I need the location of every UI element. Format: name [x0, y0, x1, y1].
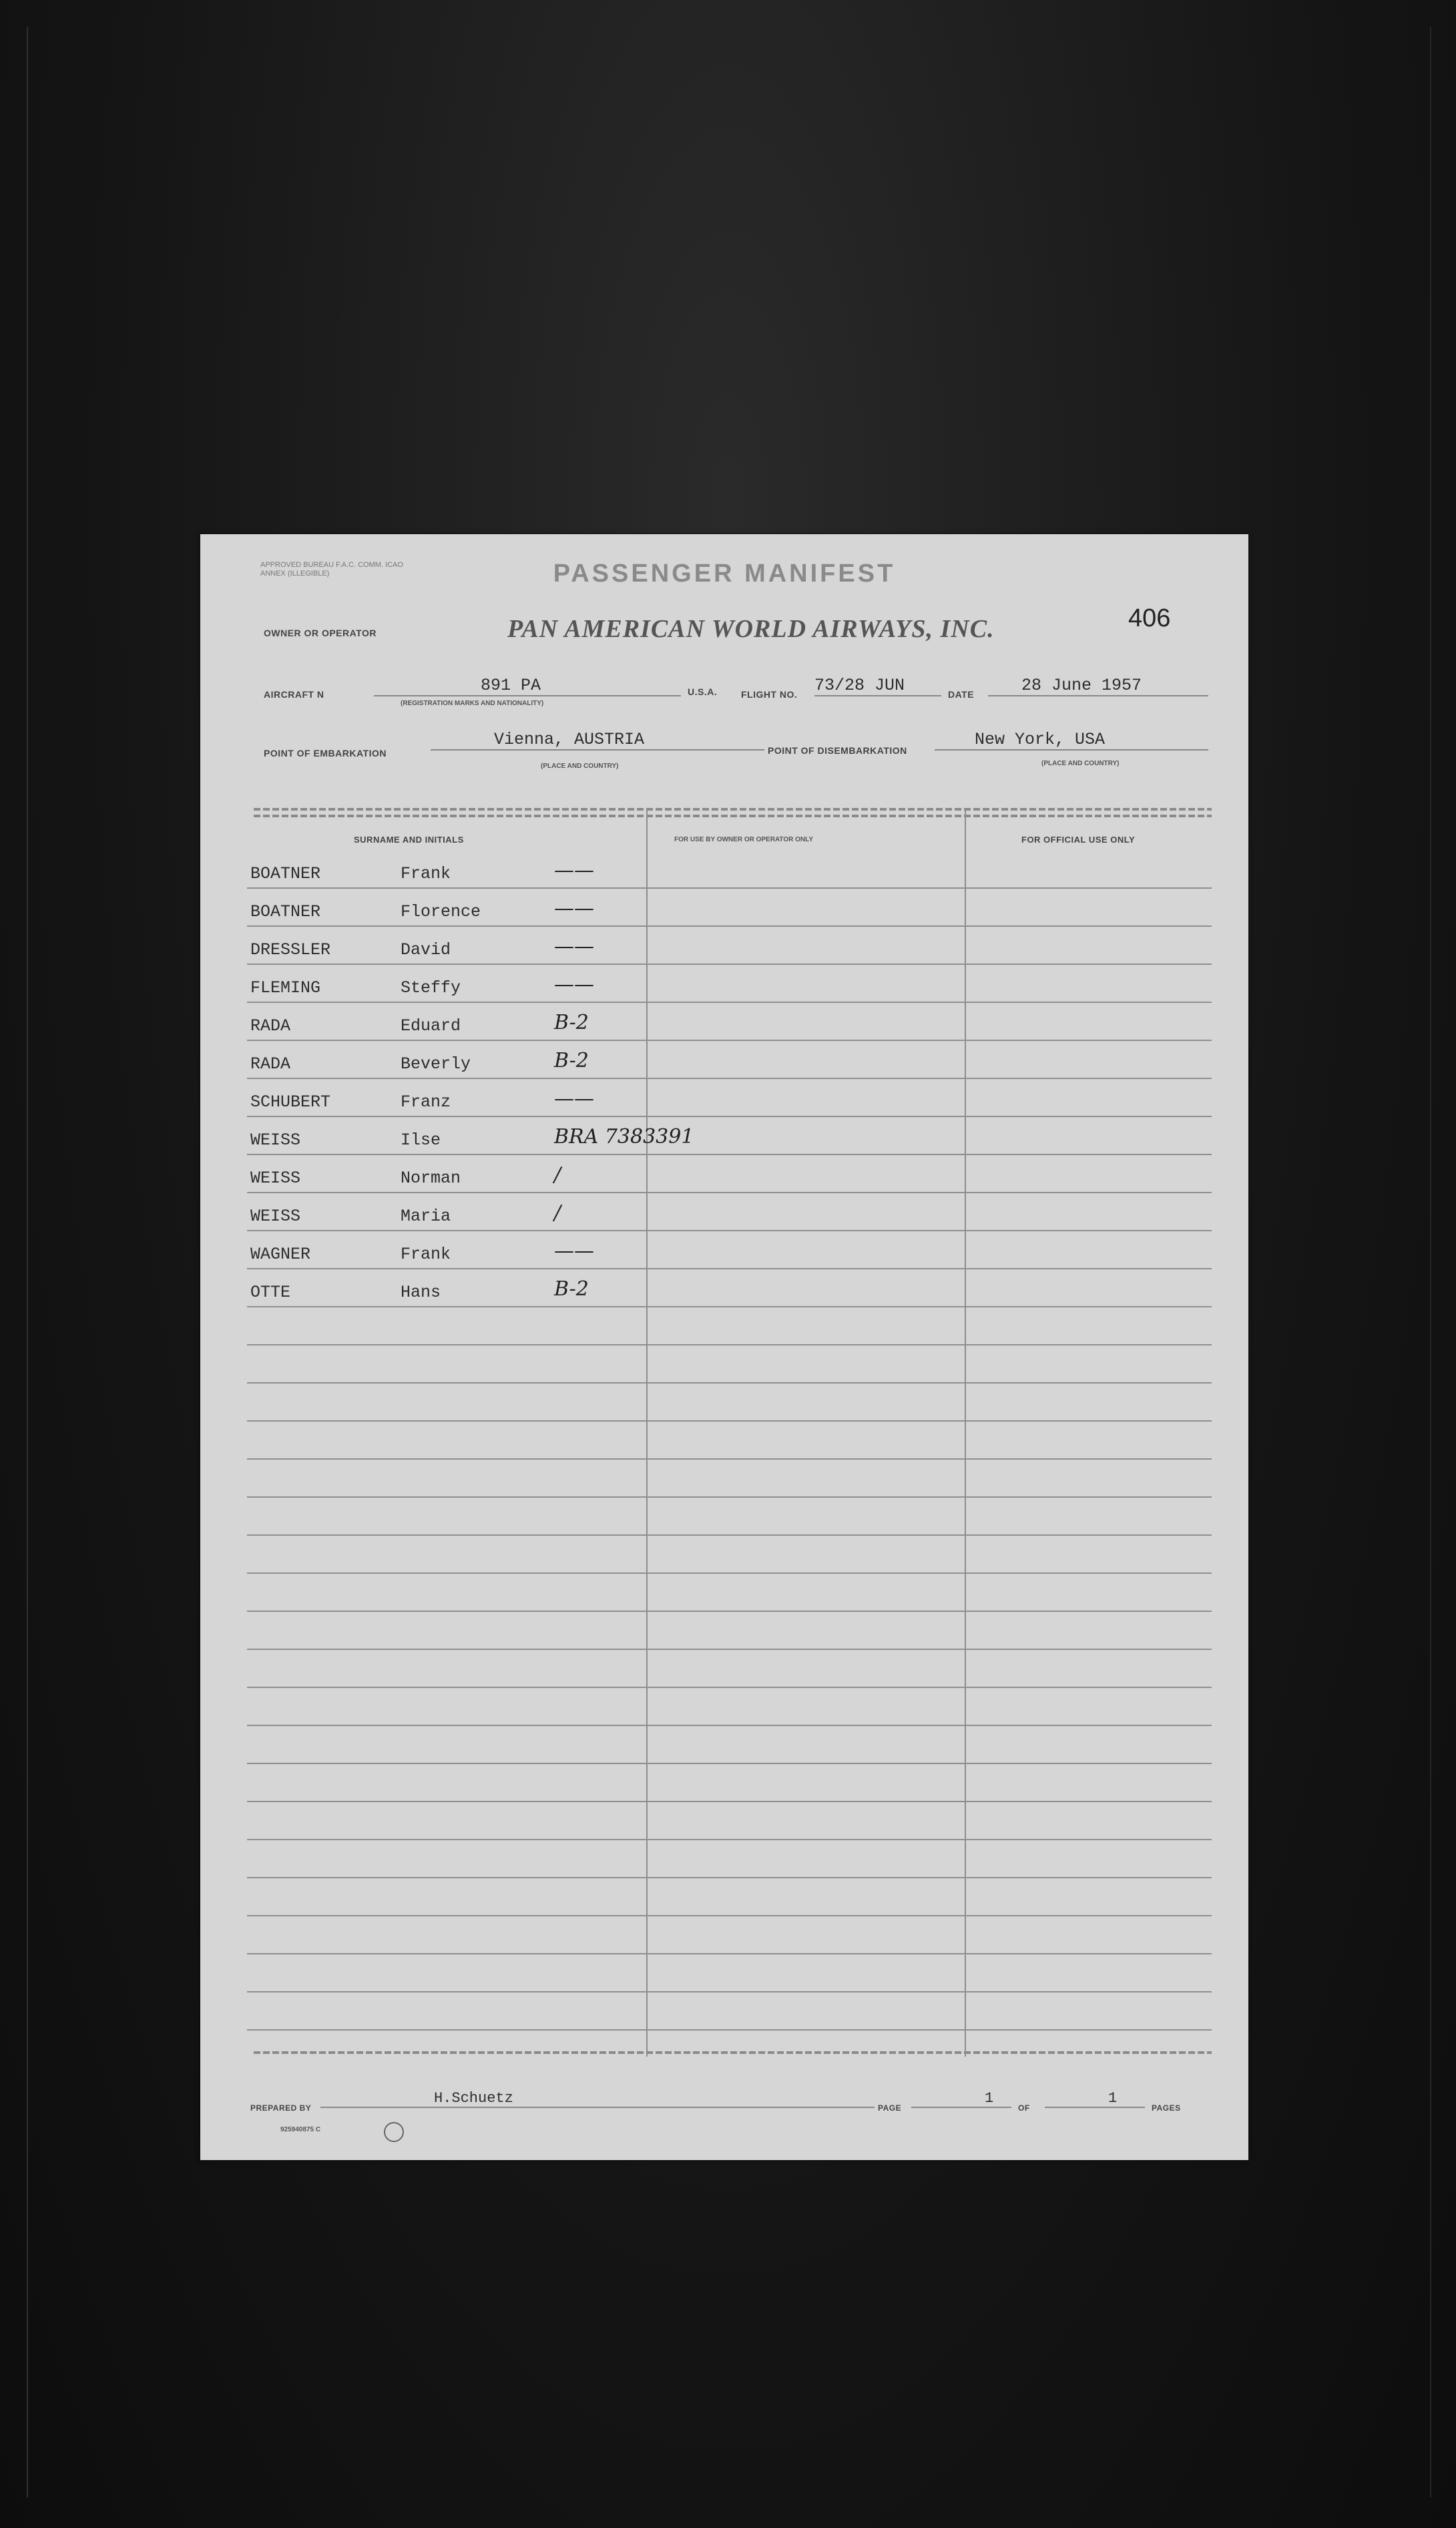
table-row [247, 1040, 1212, 1079]
passenger-given-name: Beverly [401, 1054, 471, 1074]
table-row [247, 1230, 1212, 1269]
airline-name: PAN AMERICAN WORLD AIRWAYS, INC. [507, 615, 995, 643]
embarkation-label: POINT OF EMBARKATION [264, 748, 387, 759]
passenger-surname: WEISS [250, 1169, 301, 1188]
passenger-surname: WEISS [250, 1207, 301, 1226]
handwritten-annotation: BRA 7383391 [554, 1125, 694, 1148]
handwritten-annotation: / [554, 1201, 561, 1225]
passenger-given-name: Ilse [401, 1130, 441, 1150]
table-row [247, 1344, 1212, 1384]
table-row [247, 1268, 1212, 1307]
table-top-rule-2 [254, 815, 1212, 817]
disembarkation-sublabel: (PLACE AND COUNTRY) [1041, 760, 1120, 767]
of-value: 1 [1045, 2090, 1145, 2108]
flight-number-field: 73/28 JUN [814, 676, 941, 696]
aircraft-label: AIRCRAFT N [264, 689, 324, 700]
col-header-official-use: FOR OFFICIAL USE ONLY [1021, 835, 1136, 845]
table-row [247, 1458, 1212, 1498]
stamped-page-number: 406 [1128, 604, 1171, 632]
table-row [247, 1801, 1212, 1840]
table-row [247, 1763, 1212, 1802]
passenger-surname: DRESSLER [250, 940, 331, 960]
page-value: 1 [911, 2090, 1011, 2108]
handwritten-annotation: B-2 [554, 1011, 589, 1034]
passenger-surname: RADA [250, 1054, 291, 1074]
table-row [247, 1078, 1212, 1117]
date-field: 28 June 1957 [988, 676, 1208, 696]
passenger-surname: WAGNER [250, 1245, 311, 1264]
handwritten-annotation: / [554, 1163, 561, 1187]
passenger-given-name: Eduard [401, 1016, 461, 1036]
date-label: DATE [948, 689, 975, 700]
table-bottom-rule [254, 2051, 1212, 2054]
table-row [247, 964, 1212, 1003]
passenger-surname: RADA [250, 1016, 291, 1036]
table-row [247, 925, 1212, 965]
flight-label: FLIGHT NO. [741, 689, 798, 700]
table-row [247, 1877, 1212, 1916]
aircraft-field: 891 PA [374, 676, 681, 696]
of-label: OF [1018, 2103, 1030, 2113]
handwritten-annotation: B-2 [554, 1277, 589, 1301]
handwritten-annotation: —— [554, 859, 594, 882]
pages-label: PAGES [1152, 2103, 1181, 2113]
handwritten-annotation: —— [554, 935, 594, 958]
table-row [247, 1991, 1212, 2031]
table-row [247, 1687, 1212, 1726]
handwritten-annotation: B-2 [554, 1049, 589, 1072]
table-row [247, 1192, 1212, 1231]
passenger-surname: BOATNER [250, 864, 321, 883]
table-row [247, 1382, 1212, 1422]
table-row [247, 1572, 1212, 1612]
handwritten-annotation: —— [554, 973, 594, 996]
owner-label: OWNER OR OPERATOR [264, 628, 377, 638]
handwritten-annotation: —— [554, 1087, 594, 1110]
manifest-footer [247, 2083, 1208, 2123]
page-label: PAGE [878, 2103, 902, 2113]
passenger-given-name: Norman [401, 1169, 461, 1188]
passenger-given-name: Maria [401, 1207, 451, 1226]
approval-note: APPROVED BUREAU F.A.C. COMM. ICAO ANNEX (ILLEGIBLE) [260, 561, 403, 578]
col-header-name: SURNAME AND INITIALS [354, 835, 464, 845]
table-row [247, 1839, 1212, 1878]
table-row [247, 1154, 1212, 1193]
disembarkation-field: New York, USA [935, 730, 1208, 751]
passenger-given-name: Steffy [401, 978, 461, 998]
form-code: 925940875 C [280, 2126, 321, 2133]
passenger-surname: BOATNER [250, 902, 321, 921]
table-row [247, 1496, 1212, 1536]
passenger-table [247, 808, 1212, 2057]
table-row [247, 1611, 1212, 1650]
aircraft-sublabel: (REGISTRATION MARKS AND NATIONALITY) [401, 700, 544, 707]
table-row [247, 1649, 1212, 1688]
table-row [247, 887, 1212, 927]
passenger-surname: SCHUBERT [250, 1092, 331, 1112]
handwritten-annotation: —— [554, 897, 594, 920]
col-header-owner-use: FOR USE BY OWNER OR OPERATOR ONLY [674, 836, 813, 843]
passenger-given-name: Florence [401, 902, 481, 921]
passenger-surname: WEISS [250, 1130, 301, 1150]
passenger-given-name: David [401, 940, 451, 960]
union-seal-icon [384, 2122, 404, 2142]
passenger-given-name: Franz [401, 1092, 451, 1112]
embarkation-sublabel: (PLACE AND COUNTRY) [541, 763, 619, 770]
prepared-by-field: H.Schuetz [320, 2090, 875, 2108]
table-row [247, 1953, 1212, 1992]
handwritten-annotation: —— [554, 1239, 594, 1263]
table-row [247, 1002, 1212, 1041]
passenger-surname: FLEMING [250, 978, 321, 998]
passenger-given-name: Frank [401, 864, 451, 883]
passenger-given-name: Frank [401, 1245, 451, 1264]
table-top-rule [254, 808, 1212, 811]
table-row [247, 1534, 1212, 1574]
document-title: PASSENGER MANIFEST [553, 560, 896, 588]
passenger-surname: OTTE [250, 1283, 291, 1302]
country-value: U.S.A. [688, 686, 718, 697]
passenger-given-name: Hans [401, 1283, 441, 1302]
embarkation-field: Vienna, AUSTRIA [431, 730, 764, 751]
disembarkation-label: POINT OF DISEMBARKATION [768, 745, 907, 756]
table-row [247, 1725, 1212, 1764]
prepared-by-label: PREPARED BY [250, 2103, 312, 2113]
table-row [247, 1116, 1212, 1155]
table-row [247, 849, 1212, 889]
table-row [247, 1915, 1212, 1954]
table-row [247, 1420, 1212, 1460]
table-row [247, 1306, 1212, 1345]
manifest-document [200, 534, 1248, 2160]
